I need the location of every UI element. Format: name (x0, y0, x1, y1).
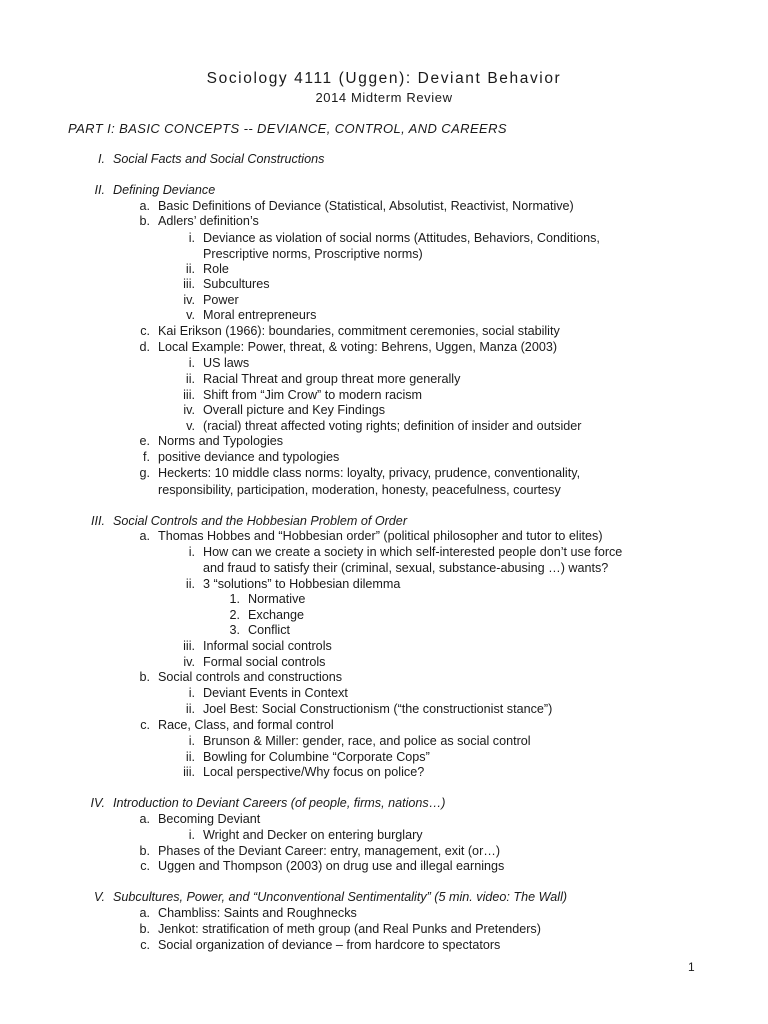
outline-text: US laws (203, 356, 250, 370)
outline-text: Prescriptive norms, Proscriptive norms) (203, 247, 423, 261)
outline-text: Local perspective/Why focus on police? (203, 765, 425, 779)
outline-text: Formal social controls (203, 655, 326, 669)
outline-text: Moral entrepreneurs (203, 308, 317, 322)
outline-text: Heckerts: 10 middle class norms: loyalty, privacy, prudence, conventionality, (158, 466, 581, 480)
outline-text: Uggen and Thompson (2003) on drug use and illegal earnings (158, 859, 505, 873)
outline-text: Deviant Events in Context (203, 686, 348, 700)
outline-text: Local Example: Power, threat, & voting: Behrens, Uggen, Manza (2003) (158, 340, 558, 354)
outline-marker: ii. (185, 750, 195, 764)
outline-text: Defining Deviance (113, 183, 216, 197)
outline-marker: e. (139, 434, 150, 448)
outline-text: Phases of the Deviant Career: entry, management, exit (or…) (158, 844, 501, 858)
outline-marker: i. (188, 356, 195, 370)
outline-marker: b. (139, 922, 150, 936)
outline-text: Shift from “Jim Crow” to modern racism (203, 388, 423, 402)
outline-text: Joel Best: Social Constructionism (“the constructionist stance”) (203, 702, 553, 716)
outline-text: responsibility, participation, moderation, honesty, peacefulness, courtesy (158, 483, 561, 497)
document-title: Sociology 4111 (Uggen): Deviant Behavior (206, 70, 562, 87)
part-heading: PART I: BASIC CONCEPTS -- DEVIANCE, CONTROL, AND CAREERS (68, 121, 507, 136)
outline-marker: iv. (183, 403, 195, 417)
outline-marker: v. (186, 419, 195, 433)
outline-text: Social Controls and the Hobbesian Problem of Order (113, 514, 408, 528)
outline-text: Subcultures, Power, and “Unconventional Sentimentality” (5 min. video: The Wall) (113, 890, 568, 904)
outline-text: Introduction to Deviant Careers (of people, firms, nations…) (113, 796, 446, 810)
outline-marker: iii. (183, 277, 195, 291)
outline-marker: b. (139, 214, 150, 228)
outline-text: Thomas Hobbes and “Hobbesian order” (political philosopher and tutor to elites) (158, 529, 603, 543)
outline-marker: i. (188, 545, 195, 559)
outline-text: Social Facts and Social Constructions (113, 152, 325, 166)
outline-marker: b. (139, 844, 150, 858)
outline-marker: f. (143, 450, 150, 464)
outline-marker: ii. (185, 577, 195, 591)
outline-text: Informal social controls (203, 639, 332, 653)
outline-marker: b. (139, 670, 150, 684)
outline-marker: i. (188, 828, 195, 842)
outline-text: Brunson & Miller: gender, race, and police as social control (203, 734, 531, 748)
outline-text: Bowling for Columbine “Corporate Cops” (203, 750, 430, 764)
outline-marker: iv. (183, 293, 195, 307)
outline-marker: ii. (185, 372, 195, 386)
outline-marker: a. (139, 906, 150, 920)
outline-text: Conflict (248, 623, 290, 637)
outline-marker: i. (188, 734, 195, 748)
outline-marker: a. (139, 199, 150, 213)
outline-marker: V. (94, 890, 105, 904)
outline-marker: c. (140, 718, 150, 732)
outline-marker: c. (140, 938, 150, 952)
outline-marker: iii. (183, 388, 195, 402)
outline-text: Race, Class, and formal control (158, 718, 334, 732)
outline-marker: i. (188, 686, 195, 700)
outline-marker: a. (139, 812, 150, 826)
outline-marker: a. (139, 529, 150, 543)
outline-marker: 2. (229, 608, 240, 622)
outline-marker: ii. (185, 702, 195, 716)
outline-text: Exchange (248, 608, 305, 622)
outline-marker: iii. (183, 639, 195, 653)
outline-marker: IV. (90, 796, 105, 810)
outline-text: Power (203, 293, 239, 307)
outline-text: Adlers’ definition’s (158, 214, 259, 228)
outline-marker: d. (139, 340, 150, 354)
outline-text: Racial Threat and group threat more generally (203, 372, 461, 386)
outline-text: Subcultures (203, 277, 270, 291)
outline-text: Social organization of deviance – from hardcore to spectators (158, 938, 501, 952)
outline-marker: i. (188, 231, 195, 245)
outline-text: (racial) threat affected voting rights; definition of insider and outsider (203, 419, 582, 433)
page-number: 1 (688, 960, 695, 974)
outline-marker: v. (186, 308, 195, 322)
outline-marker: c. (140, 859, 150, 873)
outline-marker: III. (91, 514, 105, 528)
outline-text: Deviance as violation of social norms (Attitudes, Behaviors, Conditions, (203, 231, 600, 245)
outline-marker: 3. (229, 623, 240, 637)
outline-marker: iii. (183, 765, 195, 779)
outline-marker: c. (140, 324, 150, 338)
outline-marker: 1. (229, 592, 240, 606)
outline-text: Wright and Decker on entering burglary (203, 828, 423, 842)
outline-text: Normative (248, 592, 306, 606)
outline-text: Becoming Deviant (158, 812, 261, 826)
outline-text: Role (203, 262, 229, 276)
outline-text: How can we create a society in which self-interested people don’t use force (203, 545, 623, 559)
outline-marker: II. (94, 183, 105, 197)
outline-text: Kai Erikson (1966): boundaries, commitment ceremonies, social stability (158, 324, 560, 338)
outline-text: Social controls and constructions (158, 670, 343, 684)
outline-text: Basic Definitions of Deviance (Statistical, Absolutist, Reactivist, Normative) (158, 199, 574, 213)
outline-text: positive deviance and typologies (158, 450, 340, 464)
outline-marker: ii. (185, 262, 195, 276)
outline-marker: g. (139, 466, 150, 480)
outline-text: Chambliss: Saints and Roughnecks (158, 906, 357, 920)
outline-marker: I. (98, 152, 105, 166)
outline-text: Overall picture and Key Findings (203, 403, 386, 417)
outline-marker: iv. (183, 655, 195, 669)
outline-text: and fraud to satisfy their (criminal, sexual, substance-abusing …) wants? (203, 561, 609, 575)
document-subtitle: 2014 Midterm Review (315, 90, 453, 105)
outline-text: Norms and Typologies (158, 434, 284, 448)
outline-text: Jenkot: stratification of meth group (and Real Punks and Pretenders) (158, 922, 541, 936)
outline-text: 3 “solutions” to Hobbesian dilemma (203, 577, 401, 591)
